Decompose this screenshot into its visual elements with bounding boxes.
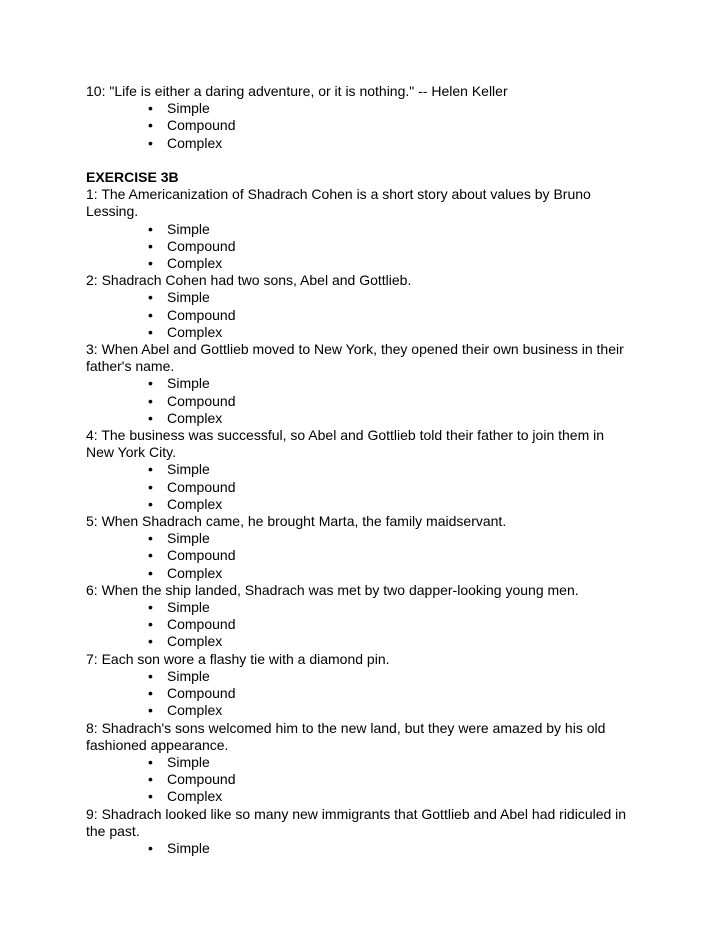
question-text — [86, 186, 711, 220]
option-label: Complex — [167, 495, 223, 512]
option-label: Compound — [167, 237, 236, 254]
option-item — [148, 840, 711, 857]
option-item — [148, 788, 711, 805]
option-label: Simple — [167, 530, 210, 547]
option-item — [148, 461, 711, 478]
option-label: Simple — [167, 375, 210, 392]
question-text-line: 10: "Life is either a daring adventure, or it is nothing." -- Helen Keller — [86, 83, 508, 99]
question-text-line: father's name. — [86, 358, 175, 375]
question-text-line: 4: The business was successful, so Abel and Gottlieb told their father to join them in — [86, 427, 605, 444]
option-label: Simple — [167, 753, 210, 770]
question-text — [86, 272, 711, 289]
question-text — [86, 83, 711, 100]
options-list — [86, 221, 711, 273]
question-block — [86, 272, 711, 341]
option-item — [148, 393, 711, 410]
option-label: Compound — [167, 392, 236, 409]
question-text-line: 6: When the ship landed, Shadrach was met by two dapper-looking young men. — [86, 581, 579, 598]
question-text-line: the past. — [86, 822, 140, 839]
bullet-icon: • — [148, 409, 153, 426]
bullet-icon: • — [148, 599, 153, 616]
option-label: Complex — [167, 788, 223, 805]
option-label: Complex — [167, 134, 223, 151]
options-list — [86, 840, 711, 857]
bullet-icon: • — [148, 323, 153, 340]
option-item — [148, 238, 711, 255]
question-text-line: 9: Shadrach looked like so many new immigrants that Gottlieb and Abel had ridiculed in — [86, 805, 627, 822]
option-item — [148, 324, 711, 341]
option-label: Compound — [167, 478, 236, 495]
question-text — [86, 806, 711, 840]
option-label: Compound — [167, 547, 236, 564]
option-label: Compound — [167, 685, 236, 702]
question-block — [86, 427, 711, 513]
option-item — [148, 479, 711, 496]
option-item — [148, 255, 711, 272]
option-item — [148, 702, 711, 719]
option-label: Simple — [167, 839, 210, 856]
bullet-icon: • — [148, 220, 153, 237]
bullet-icon: • — [148, 306, 153, 323]
question-text-line: 7: Each son wore a flashy tie with a diamond pin. — [86, 650, 390, 667]
bullet-icon: • — [148, 839, 153, 856]
option-item — [148, 668, 711, 685]
question-text — [86, 341, 711, 375]
bullet-icon: • — [148, 289, 153, 306]
option-item — [148, 754, 711, 771]
option-item — [148, 616, 711, 633]
option-item — [148, 685, 711, 702]
bullet-icon: • — [148, 564, 153, 581]
option-item — [148, 496, 711, 513]
bullet-icon: • — [148, 495, 153, 512]
option-item — [148, 375, 711, 392]
bullet-icon: • — [148, 633, 153, 650]
option-item — [148, 289, 711, 306]
option-label: Complex — [167, 702, 223, 719]
option-label: Simple — [167, 599, 210, 616]
bullet-icon: • — [148, 530, 153, 547]
option-item — [148, 771, 711, 788]
question-block — [86, 806, 711, 858]
option-label: Simple — [167, 667, 210, 684]
option-label: Simple — [167, 220, 210, 237]
option-item — [148, 530, 711, 547]
options-list — [86, 375, 711, 427]
document-content — [86, 83, 711, 857]
question-text-line: 5: When Shadrach came, he brought Marta, the family maidservant. — [86, 513, 507, 530]
option-label: Simple — [167, 100, 210, 117]
question-text — [86, 513, 711, 530]
question-block — [86, 651, 711, 720]
question-block — [86, 186, 711, 272]
question-text-line: 1: The Americanization of Shadrach Cohen is a short story about values by Bruno — [86, 186, 591, 203]
section-heading: EXERCISE 3B — [86, 169, 179, 185]
bullet-icon: • — [148, 375, 153, 392]
question-block — [86, 582, 711, 651]
question-text — [86, 427, 711, 461]
option-item — [148, 117, 711, 134]
bullet-icon: • — [148, 616, 153, 633]
question-text-line: fashioned appearance. — [86, 736, 229, 753]
bullet-icon: • — [148, 117, 153, 134]
option-item — [148, 410, 711, 427]
option-label: Complex — [167, 409, 223, 426]
option-item — [148, 633, 711, 650]
option-label: Compound — [167, 306, 236, 323]
leading-questions-section — [86, 83, 711, 152]
bullet-icon: • — [148, 788, 153, 805]
bullet-icon: • — [148, 392, 153, 409]
question-text-line: Lessing. — [86, 203, 139, 220]
bullet-icon: • — [148, 255, 153, 272]
bullet-icon: • — [148, 667, 153, 684]
bullet-icon: • — [148, 100, 153, 117]
option-label: Compound — [167, 616, 236, 633]
bullet-icon: • — [148, 547, 153, 564]
option-item — [148, 565, 711, 582]
bullet-icon: • — [148, 685, 153, 702]
option-label: Complex — [167, 564, 223, 581]
option-item — [148, 100, 711, 117]
options-list — [86, 461, 711, 513]
option-label: Simple — [167, 461, 210, 478]
question-text-line: 3: When Abel and Gottlieb moved to New York, they opened their own business in their — [86, 341, 624, 358]
question-text — [86, 582, 711, 599]
option-label: Compound — [167, 117, 236, 134]
option-item — [148, 221, 711, 238]
question-text — [86, 651, 711, 668]
option-label: Compound — [167, 771, 236, 788]
options-list — [86, 668, 711, 720]
option-label: Complex — [167, 323, 223, 340]
question-text-line: 8: Shadrach's sons welcomed him to the new land, but they were amazed by his old — [86, 719, 606, 736]
bullet-icon: • — [148, 134, 153, 151]
options-list — [86, 599, 711, 651]
question-block — [86, 513, 711, 582]
bullet-icon: • — [148, 461, 153, 478]
question-text — [86, 720, 711, 754]
questions-list — [86, 186, 711, 857]
question-block — [86, 720, 711, 806]
option-item — [148, 599, 711, 616]
options-list — [86, 289, 711, 341]
options-list — [86, 530, 711, 582]
option-label: Complex — [167, 255, 223, 272]
bullet-icon: • — [148, 753, 153, 770]
bullet-icon: • — [148, 702, 153, 719]
option-item — [148, 135, 711, 152]
question-block — [86, 341, 711, 427]
option-label: Complex — [167, 633, 223, 650]
bullet-icon: • — [148, 478, 153, 495]
options-list — [86, 754, 711, 806]
question-text-line: New York City. — [86, 444, 176, 461]
question-text-line: 2: Shadrach Cohen had two sons, Abel and Gottlieb. — [86, 272, 412, 289]
bullet-icon: • — [148, 771, 153, 788]
option-label: Simple — [167, 289, 210, 306]
options-list — [86, 100, 711, 152]
option-item — [148, 307, 711, 324]
question-block — [86, 83, 711, 152]
option-item — [148, 547, 711, 564]
bullet-icon: • — [148, 237, 153, 254]
